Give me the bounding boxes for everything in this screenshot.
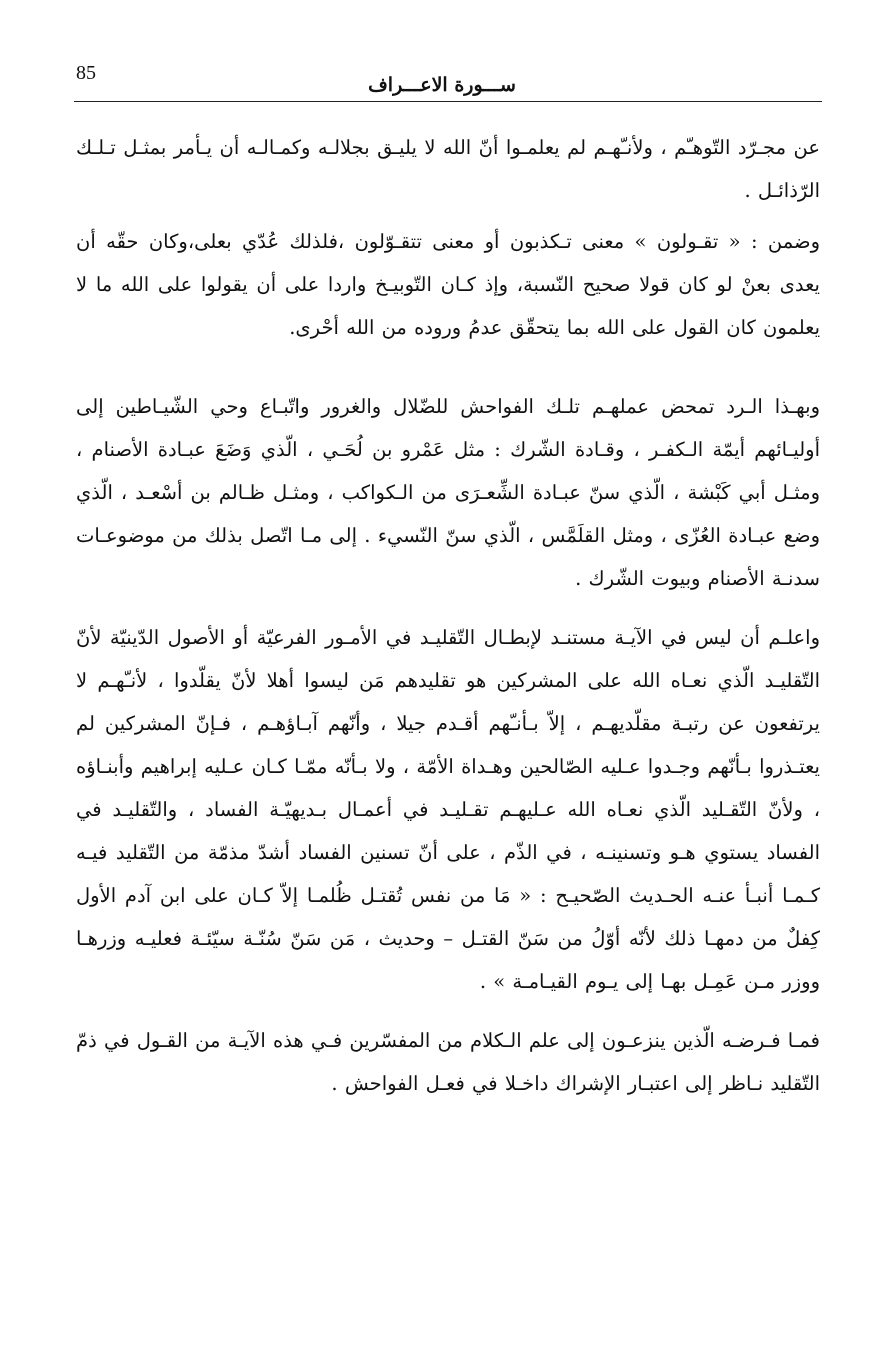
paragraph-3: وبهـذا الـرد تمحض عملهـم تلـك الفواحش للضّلال والغرور واتّبـاع وحي الشّيـاطين إلى أوليـائهم أيمّة الـكفـر ، وقـادة الشّرك : مثل عَمْرو بن لُحَـي ، الّذي وَضَعَ عبـادة الأصنام ، ومثـل أبي كَبْشة ، الّذي سنّ عبـادة الشِّعـرَى من الـكواكب ، ومثـل ظـالم بن أسْعـد ، الّذي وضع عبـادة العُزّى ، ومثل القلَمَّس ، الّذي سنّ النّسيء . إلى مـا اتّصل بذلك من موضوعـات سدنـة الأصنام وبيوت الشّرك .: [76, 395, 820, 590]
paragraph-gap: [76, 212, 820, 220]
running-title: ســـورة الاعـــراف: [368, 74, 516, 96]
page-number: 85: [76, 62, 96, 84]
header-rule: [74, 101, 822, 102]
page-body: [76, 126, 820, 1105]
paragraph-4: واعلـم أن ليس في الآيـة مستنـد لإبطـال التّقليـد في الأمـور الفرعيّة أو الأصول الدّينيّة لأنّ التّقليـد الّذي نعـاه الله على المشركين هو تقليدهم مَن ليسوا أهلا لأنّ يقلّدوا ، لأنـّهـم لا يرتفعون عن رتبـة مقلّديهـم ، إلاّ بـأنـّهم أقـدم جيلا ، وأنّهم آبـاؤهـم ، فـإنّ المشركين لم يعتـذروا بـأنّهم وجـدوا عـليه الصّالحين وهـداة الأمّة ، ولا بـأنّه ممّـا كـان عـليه إبراهيم وأبنـاؤه ، ولأنّ التّقـليد الّذي نعـاه الله عـليهـم تقـليـد في أعمـال بـديهيّـة الفساد ، والتّقليـد في الفساد يستوي هـو وتسنينـه ، في الذّم ، على أنّ تسنين الفساد أشدّ مذمّة من التّقليد فيـه كـمـا أنبـأ عنـه الحـديث الصّحيـح : « مَا من نفس تُقتـل ظُلمـا إلاّ كـان على ابن آدم الأول كِفلٌ من دمهـا ذلك لأنّه أوّلُ من سَنّ القتـل – وحديث ، مَن سَنّ سُنّـة سيّئـة فعليـه وزرهـا ووزر مـن عَمِـل بهـا إلى يـوم القيـامـة » .: [76, 626, 820, 993]
paragraph-gap: [76, 600, 820, 616]
paragraph-gap: [76, 1003, 820, 1019]
paragraph-5: فمـا فـرضـه الّذين ينزعـون إلى علم الـكلام من المفسّرين فـي هذه الآيـة من القـول في ذمّ التّقليد نـاظر إلى اعتبـار الإشراك داخـلا في فعـل الفواحش .: [76, 1029, 820, 1095]
paragraph-2: وضمن : « تقـولون » معنى تـكذبون أو معنى تتقـوّلون ،فلذلك عُدّي بعلى،وكان حقّه أن يعدى بعنْ لو كان قولا صحيح النّسبة، وإذ كـان التّوبيـخ واردا على أن يقولوا على الله ما لا يعلمون كان القول على الله بما يتحقّق عدمُ وروده من الله أحْرى.: [76, 230, 820, 339]
paragraph-gap: [76, 349, 820, 385]
paragraph-1: عن مجـرّد التّوهـّم ، ولأنـّهـم لم يعلمـوا أنّ الله لا يليـق بجلالـه وكمـالـه أن يـأمر بمثـل تـلـك الرّذائـل .: [76, 136, 820, 202]
